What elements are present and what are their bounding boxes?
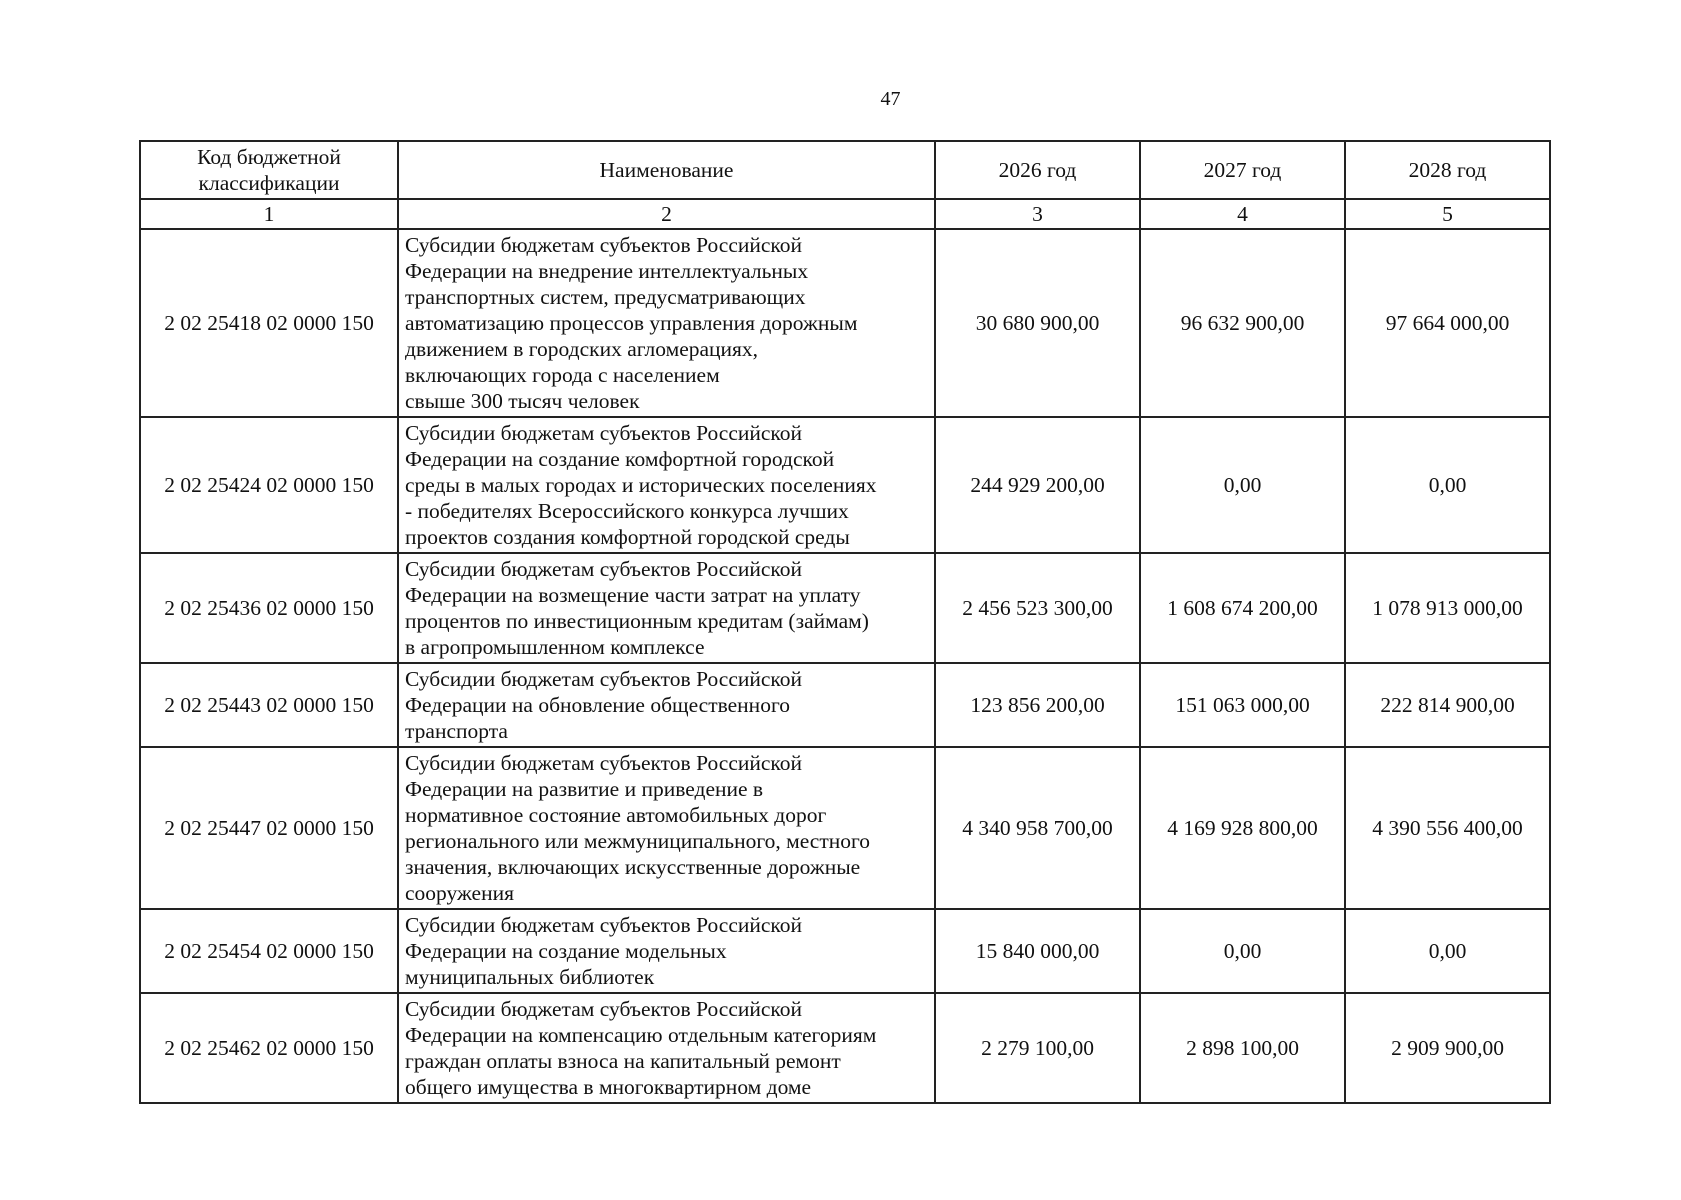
budget-table	[139, 140, 1551, 1104]
column-number-row	[140, 199, 1550, 229]
amount-2028-cell: 0,00	[1345, 417, 1550, 553]
amount-2027-cell: 0,00	[1140, 909, 1345, 993]
amount-2028-cell: 1 078 913 000,00	[1345, 553, 1550, 663]
amount-2027-cell: 0,00	[1140, 417, 1345, 553]
budget-code-cell: 2 02 25436 02 0000 150	[140, 553, 398, 663]
column-number: 4	[1140, 199, 1345, 229]
name-cell: Субсидии бюджетам субъектов Российской Федерации на внедрение интеллектуальных транспортных систем, предусматривающих автоматизацию процессов управления дорожным движением в городских агломерациях, включающих города с населением свыше 300 тысяч человек	[398, 229, 935, 417]
name-cell: Субсидии бюджетам субъектов Российской Федерации на развитие и приведение в нормативное состояние автомобильных дорог регионального или межмуниципального, местного значения, включающих искусственные дорожные сооружения	[398, 747, 935, 909]
budget-code-cell: 2 02 25454 02 0000 150	[140, 909, 398, 993]
table-row	[140, 993, 1550, 1103]
budget-code-cell: 2 02 25462 02 0000 150	[140, 993, 398, 1103]
table-row	[140, 747, 1550, 909]
name-cell: Субсидии бюджетам субъектов Российской Федерации на компенсацию отдельным категориям граждан оплаты взноса на капитальный ремонт общего имущества в многоквартирном доме	[398, 993, 935, 1103]
amount-2028-cell: 222 814 900,00	[1345, 663, 1550, 747]
table-row	[140, 909, 1550, 993]
amount-2026-cell: 2 456 523 300,00	[935, 553, 1140, 663]
name-cell: Субсидии бюджетам субъектов Российской Федерации на создание комфортной городской среды в малых городах и исторических поселениях - победителях Всероссийского конкурса лучших проектов создания комфортной городской среды	[398, 417, 935, 553]
name-cell: Субсидии бюджетам субъектов Российской Федерации на обновление общественного транспорта	[398, 663, 935, 747]
header-2028: 2028 год	[1345, 141, 1550, 199]
table-row	[140, 417, 1550, 553]
amount-2027-cell: 4 169 928 800,00	[1140, 747, 1345, 909]
amount-2027-cell: 96 632 900,00	[1140, 229, 1345, 417]
column-number: 5	[1345, 199, 1550, 229]
budget-code-cell: 2 02 25424 02 0000 150	[140, 417, 398, 553]
amount-2028-cell: 0,00	[1345, 909, 1550, 993]
amount-2027-cell: 2 898 100,00	[1140, 993, 1345, 1103]
amount-2028-cell: 4 390 556 400,00	[1345, 747, 1550, 909]
amount-2026-cell: 123 856 200,00	[935, 663, 1140, 747]
name-cell: Субсидии бюджетам субъектов Российской Федерации на создание модельных муниципальных библиотек	[398, 909, 935, 993]
table-row	[140, 229, 1550, 417]
page-number: 47	[880, 88, 901, 110]
amount-2026-cell: 4 340 958 700,00	[935, 747, 1140, 909]
amount-2026-cell: 2 279 100,00	[935, 993, 1140, 1103]
column-number: 1	[140, 199, 398, 229]
column-number: 3	[935, 199, 1140, 229]
header-code: Код бюджетной классификации	[140, 141, 398, 199]
header-row	[140, 141, 1550, 199]
name-cell: Субсидии бюджетам субъектов Российской Федерации на возмещение части затрат на уплату процентов по инвестиционным кредитам (займам) в агропромышленном комплексе	[398, 553, 935, 663]
amount-2027-cell: 151 063 000,00	[1140, 663, 1345, 747]
column-number: 2	[398, 199, 935, 229]
header-name: Наименование	[398, 141, 935, 199]
header-2027: 2027 год	[1140, 141, 1345, 199]
amount-2026-cell: 15 840 000,00	[935, 909, 1140, 993]
table-row	[140, 663, 1550, 747]
budget-code-cell: 2 02 25447 02 0000 150	[140, 747, 398, 909]
header-2026: 2026 год	[935, 141, 1140, 199]
budget-code-cell: 2 02 25418 02 0000 150	[140, 229, 398, 417]
amount-2027-cell: 1 608 674 200,00	[1140, 553, 1345, 663]
amount-2028-cell: 97 664 000,00	[1345, 229, 1550, 417]
amount-2026-cell: 244 929 200,00	[935, 417, 1140, 553]
table-row	[140, 553, 1550, 663]
amount-2028-cell: 2 909 900,00	[1345, 993, 1550, 1103]
amount-2026-cell: 30 680 900,00	[935, 229, 1140, 417]
budget-code-cell: 2 02 25443 02 0000 150	[140, 663, 398, 747]
